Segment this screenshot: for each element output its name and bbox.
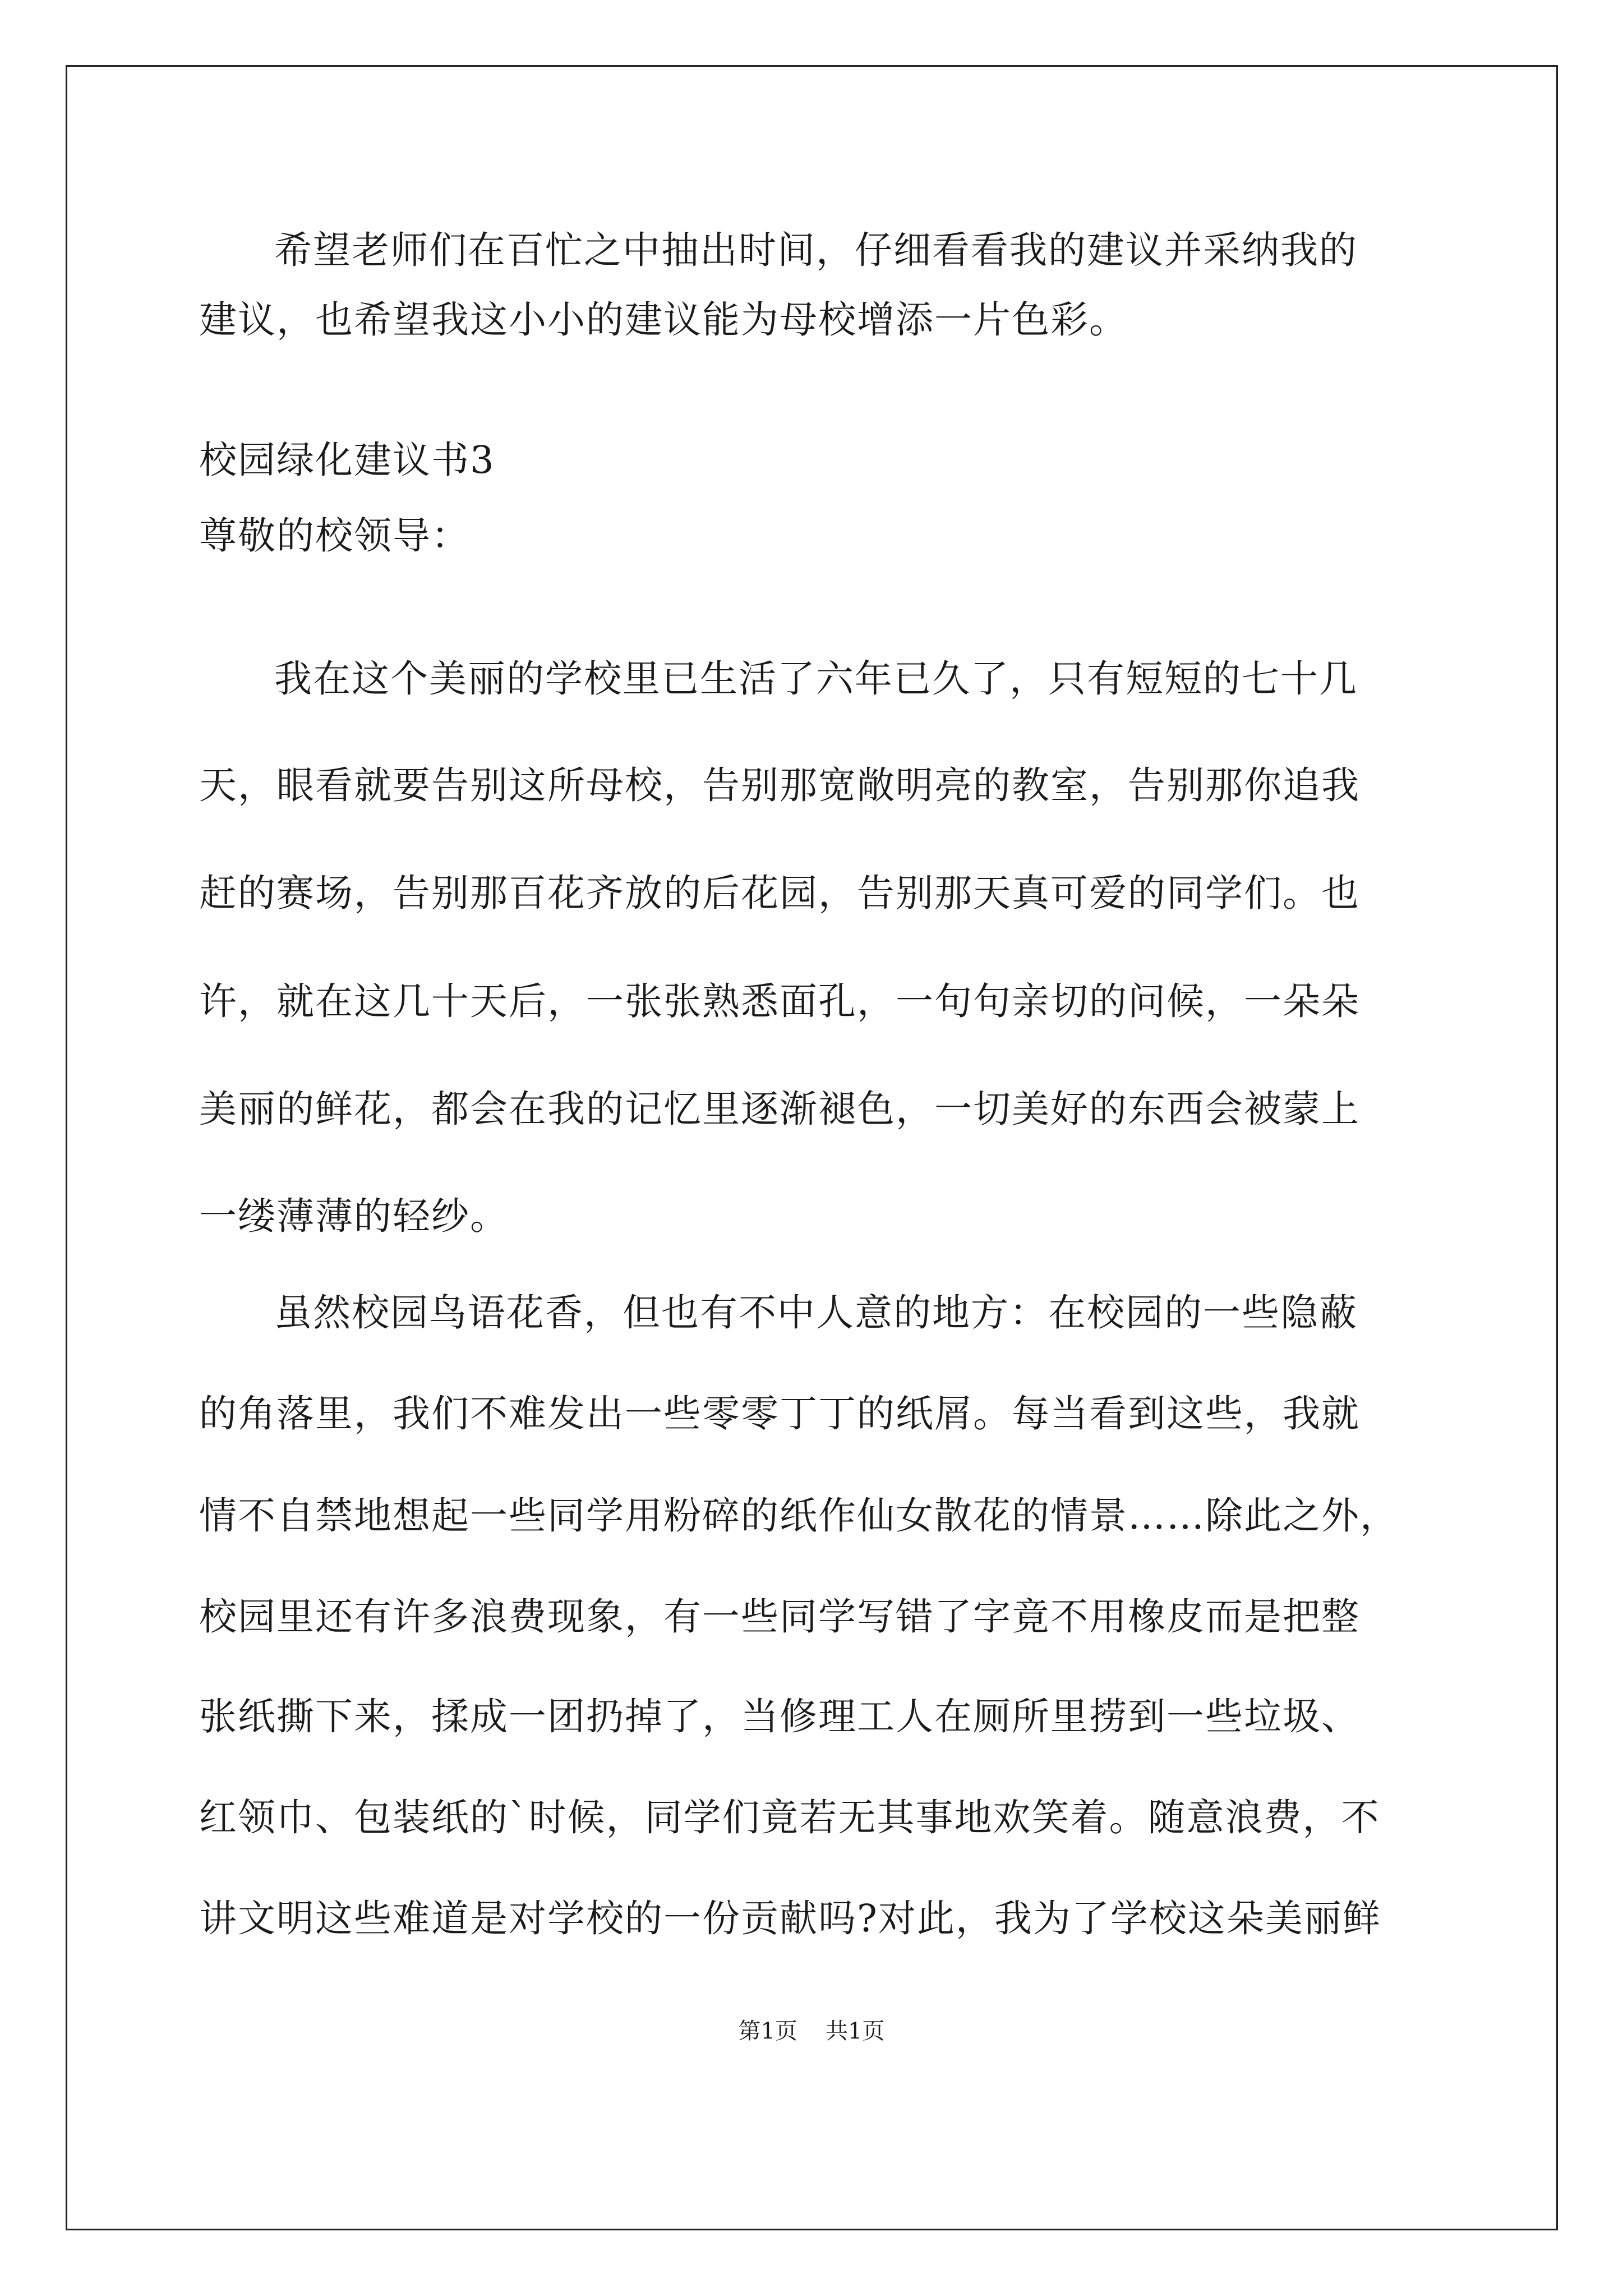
paragraph-line: 许，就在这几十天后，一张张熟悉面孔，一句句亲切的问候，一朵朵 [199,979,1360,1023]
page-number: 第1页 [738,2018,797,2044]
paragraph-line: 情不自禁地想起一些同学用粉碎的纸作仙女散花的情景……除此之外， [199,1494,1399,1538]
paragraph-line: 虽然校园鸟语花香，但也有不中人意的地方：在校园的一些隐蔽 [274,1291,1358,1335]
paragraph-line: 校园里还有许多浪费现象，有一些同学写错了字竟不用橡皮而是把整 [199,1595,1360,1639]
paragraph-line: 赶的赛场，告别那百花齐放的后花园，告别那天真可爱的同学们。也 [199,871,1360,915]
page-total: 共1页 [826,2018,885,2044]
salutation: 尊敬的校领导： [199,514,470,558]
paragraph-line: 的角落里，我们不难发出一些零零丁丁的纸屑。每当看到这些，我就 [199,1392,1360,1435]
paragraph-line: 天，眼看就要告别这所母校，告别那宽敞明亮的教室，告别那你追我 [199,763,1360,807]
paragraph-line: 一缕薄薄的轻纱。 [199,1194,509,1238]
paragraph-line: 美丽的鲜花，都会在我的记忆里逐渐褪色，一切美好的东西会被蒙上 [199,1087,1360,1131]
paragraph-line: 希望老师们在百忙之中抽出时间，仔细看看我的建议并采纳我的 [274,228,1358,272]
paragraph-line: 张纸撕下来，揉成一团扔掉了，当修理工人在厕所里捞到一些垃圾、 [199,1695,1360,1738]
section-heading: 校园绿化建议书3 [199,438,495,482]
page-footer [0,2017,1623,2045]
paragraph-line: 讲文明这些难道是对学校的一份贡献吗?对此，我为了学校这朵美丽鲜 [199,1897,1381,1940]
paragraph-line: 我在这个美丽的学校里已生活了六年已久了，只有短短的七十几 [274,657,1358,701]
paragraph-line: 建议，也希望我这小小的建议能为母校增添一片色彩。 [199,298,1128,342]
paragraph-line: 红领巾、包装纸的`时候，同学们竟若无其事地欢笑着。随意浪费，不 [199,1796,1380,1839]
